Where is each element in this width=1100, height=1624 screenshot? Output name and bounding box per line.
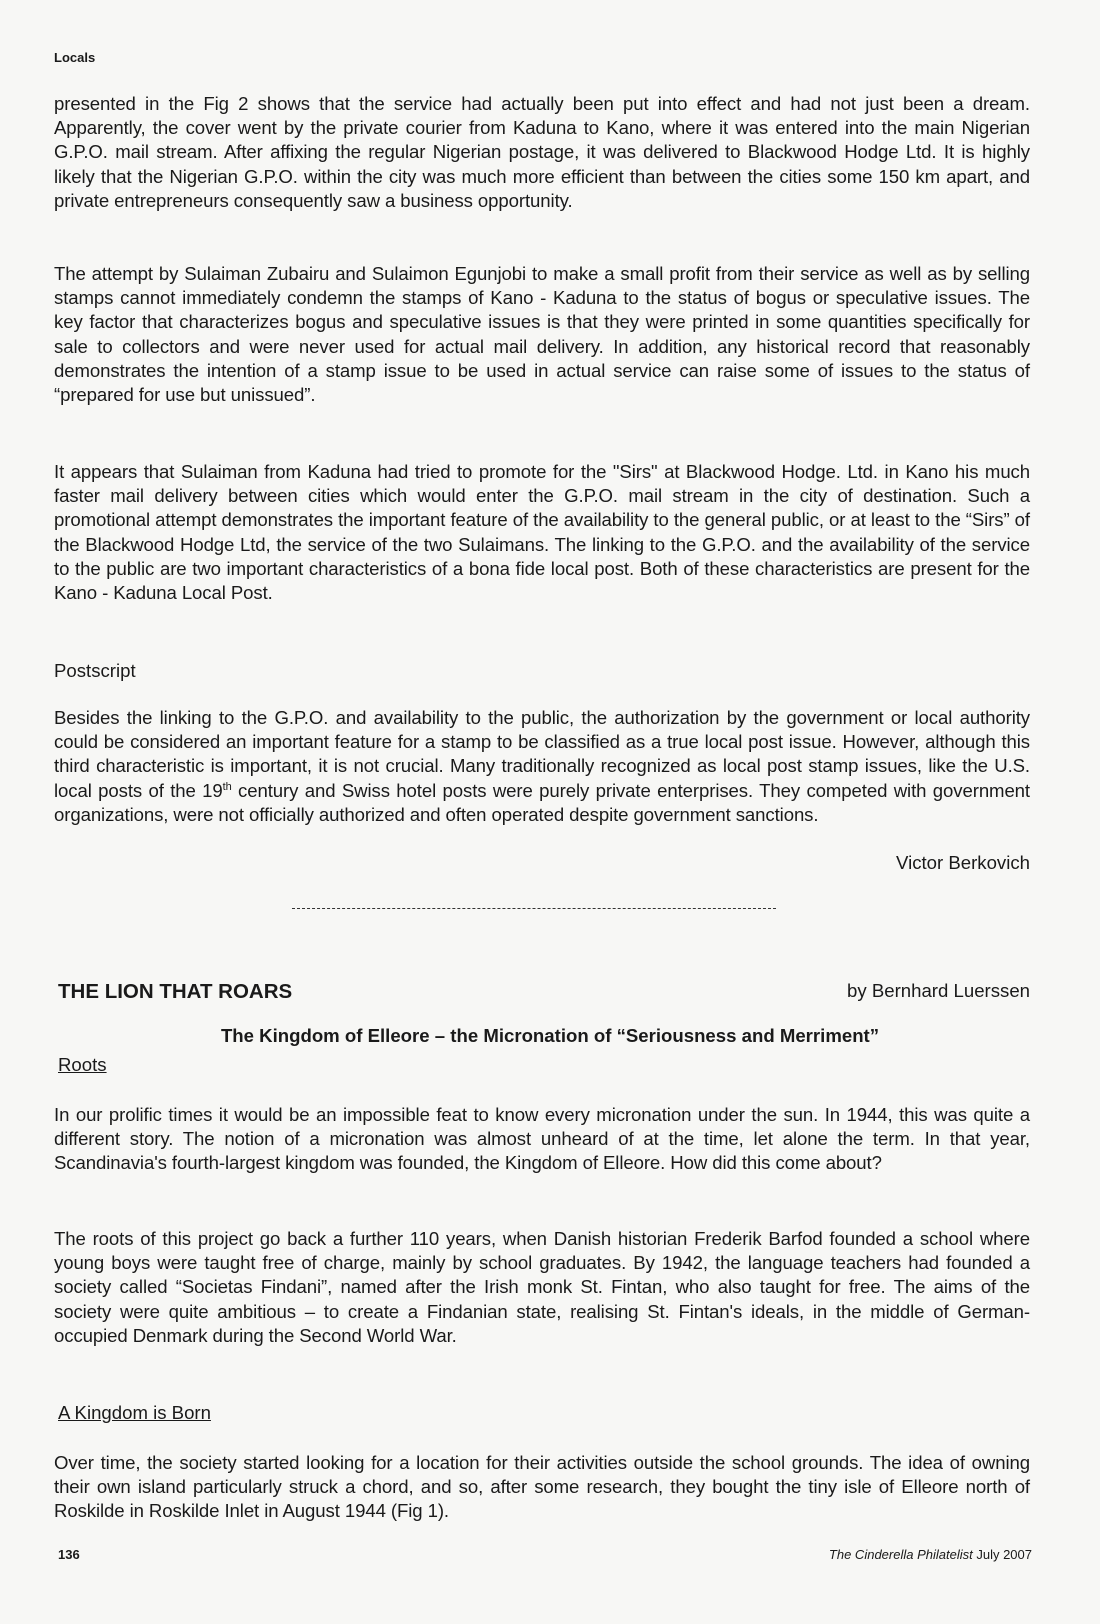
article-subtitle: The Kingdom of Elleore – the Micronation of “Seriousness and Merriment” xyxy=(220,1025,880,1046)
author-signature: Victor Berkovich xyxy=(896,852,1030,873)
article-byline: by Bernhard Luerssen xyxy=(847,980,1030,1001)
ordinal-suffix: th xyxy=(222,780,232,793)
paragraph-island: Over time, the society started looking for a location for their activities outside the school grounds. The idea of owning their own island particularly struck a chord, and so, after some research, they bought the tiny isle of Elleore north of Roskilde in Roskilde Inlet in August 1944 (Fig 1). xyxy=(54,1452,1030,1522)
paragraph-service: presented in the Fig 2 shows that the service had actually been put into effect and had not just been a dream. Apparently, the cover went by the private courier from Kaduna to Kano, where it was entered into the main Nigerian G.P.O. mail stream. After affixing the regular Nigerian postage, it was delivered to Blackwood Hodge Ltd. It is highly likely that the Nigerian G.P.O. within the city was much more efficient than between the cities some 150 km apart, and private entrepreneurs consequently saw a business opportunity. xyxy=(54,93,1030,211)
publication-footer xyxy=(829,1547,1032,1562)
postscript-text-b: century and Swiss hotel posts were purely private enterprises. They competed with government organizations, were not officially authorized and often operated despite government sanctions. xyxy=(54,779,1030,825)
article-title: THE LION THAT ROARS xyxy=(58,980,293,1003)
roots-heading: Roots xyxy=(58,1054,107,1075)
postscript-heading: Postscript xyxy=(54,660,136,681)
page-number: 136 xyxy=(58,1547,80,1562)
section-divider xyxy=(292,908,776,909)
paragraph-promotion: It appears that Sulaiman from Kaduna had tried to promote for the "Sirs" at Blackwood Hodge. Ltd. in Kano his much faster mail delivery between cities which would enter the G.P.O. mail stream in the city of destination. Such a promotional attempt demonstrates the important feature of the availability to the general public, or at least to the “Sirs” of the Blackwood Hodge Ltd, the service of the two Sulaimans. The linking to the G.P.O. and the availability of the service to the public are two important characteristics of a bona fide local post. Both of these characteristics are present for the Kano - Kaduna Local Post. xyxy=(54,461,1030,604)
paragraph-attempt: The attempt by Sulaiman Zubairu and Sulaimon Egunjobi to make a small profit from their service as well as by selling stamps cannot immediately condemn the stamps of Kano - Kaduna to the status of bogus or speculative issues. The key factor that characterizes bogus and speculative issues is that they were printed in some quantities specifically for sale to collectors and were never used for actual mail delivery. In addition, any historical record that reasonably demonstrates the intention of a stamp issue to be used in actual service can raise some of issues to the status of “prepared for use but unissued”. xyxy=(54,263,1030,406)
issue-date: July 2007 xyxy=(976,1547,1032,1562)
paragraph-micronation: In our prolific times it would be an impossible feat to know every micronation under the sun. In 1944, this was quite a different story. The notion of a micronation was almost unheard of at the time, let alone the term. In that year, Scandinavia's fourth-largest kingdom was founded, the Kingdom of Elleore. How did this come about? xyxy=(54,1104,1030,1174)
paragraph-postscript xyxy=(54,706,1030,827)
paragraph-roots: The roots of this project go back a further 110 years, when Danish historian Frederik Barfod founded a school where young boys were taught free of charge, mainly by school graduates. By 1942, the language teachers had founded a society called “Societas Findani”, named after the Irish monk St. Fintan, who also taught for free. The aims of the society were quite ambitious – to create a Findanian state, realising St. Fintan's ideals, in the middle of German-occupied Denmark during the Second World War. xyxy=(54,1228,1030,1346)
kingdom-heading: A Kingdom is Born xyxy=(58,1402,211,1423)
section-label: Locals xyxy=(54,50,96,65)
publication-name: The Cinderella Philatelist xyxy=(828,1547,973,1562)
postscript-text-a: Besides the linking to the G.P.O. and availability to the public, the authorization by the government or local authority could be considered an important feature for a stamp to be classified as a true local post issue. However, although this third characteristic is important, it is not crucial. Many traditionally recognized as local post stamp issues, like the U.S. local posts of the 19 xyxy=(54,707,1030,801)
